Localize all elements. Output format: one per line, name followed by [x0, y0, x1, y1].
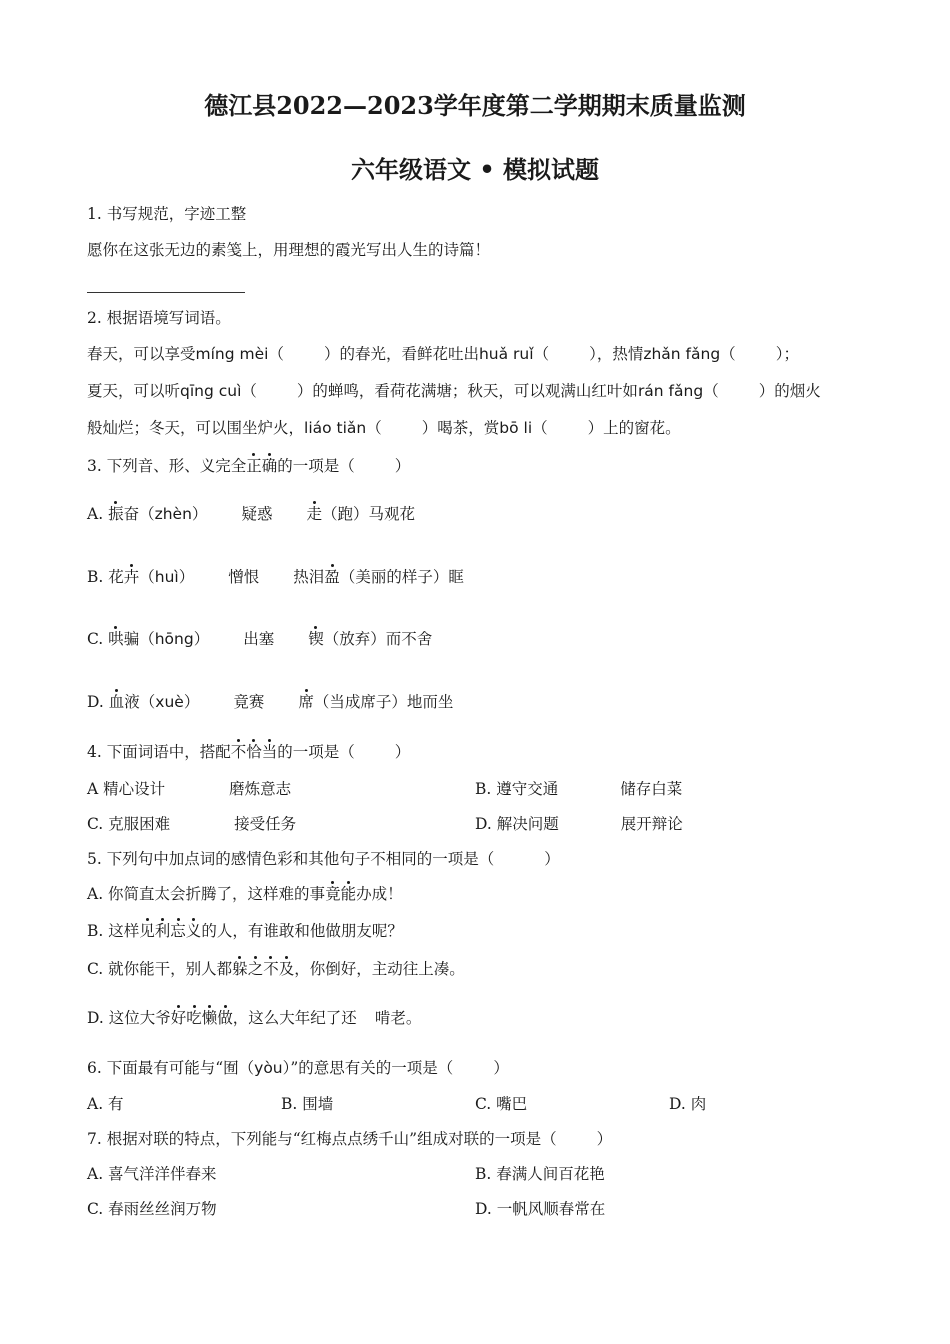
question-2-line-2: 夏天，可以听qīng cuì（ ）的蝉鸣，看荷花满塘；秋天，可以观满山红叶如rán fǎng（ ）的烟火 [87, 382, 821, 400]
option-3a[interactable]: A. 振奋（zhèn） 疑惑 走（跑）马观花 [87, 505, 415, 523]
option-7a[interactable]: A. 喜气洋洋伴春来 [87, 1165, 217, 1183]
option-4b[interactable]: B. 遵守交通 储存白菜 [475, 780, 683, 798]
question-1-text: 愿你在这张无边的素笺上，用理想的霞光写出人生的诗篇！ [87, 241, 491, 259]
question-5-stem: 5. 下列句中加点词的感情色彩和其他句子不相同的一项是（ ） [87, 850, 560, 868]
option-7d[interactable]: D. 一帆风顺春常在 [475, 1200, 606, 1218]
pinyin: liáo tiǎn [304, 419, 367, 437]
question-4-stem: 4. 下面词语中，搭配不恰当的一项是（ ） [87, 743, 411, 761]
option-5a[interactable]: A. 你简直太会折腾了，这样难的事竟能办成！ [87, 885, 403, 903]
option-3b[interactable]: B. 花卉（huì） 憎恨 热泪盈（美丽的样子）眶 [87, 568, 464, 586]
question-2-line-1: 春天，可以享受míng mèi（ ）的春光，看鲜花吐出huǎ ruǐ（ ），热情zhǎn fǎng（ ）； [87, 345, 799, 363]
option-7c[interactable]: C. 春雨丝丝润万物 [87, 1200, 217, 1218]
option-4a[interactable]: A 精心设计 磨炼意志 [87, 780, 292, 798]
page-subtitle: 六年级语文 • 模拟试题 [350, 155, 600, 184]
question-7-stem: 7. 根据对联的特点，下列能与“红梅点点绣千山”组成对联的一项是（ ） [87, 1130, 613, 1148]
option-6c[interactable]: C. 嘴巴 [475, 1095, 528, 1113]
question-6-stem: 6. 下面最有可能与“囿（yòu）”的意思有关的一项是（ ） [87, 1059, 509, 1077]
answer-line [87, 292, 245, 293]
option-3c[interactable]: C. 哄骗（hōng） 出塞 锲（放弃）而不舍 [87, 630, 433, 648]
option-4c[interactable]: C. 克服困难 接受任务 [87, 815, 297, 833]
question-2-stem: 2. 根据语境写词语。 [87, 309, 231, 327]
option-5d[interactable]: D. 这位大爷好吃懒做，这么大年纪了还 啃老。 [87, 1009, 422, 1027]
pinyin: zhǎn fǎng [643, 345, 721, 363]
option-4d[interactable]: D. 解决问题 展开辩论 [475, 815, 683, 833]
option-6a[interactable]: A. 有 [87, 1095, 124, 1113]
question-3-stem: 3. 下列音、形、义完全正确的一项是（ ） [87, 457, 411, 475]
pinyin: rán fǎng [637, 382, 704, 400]
option-6d[interactable]: D. 肉 [669, 1095, 707, 1113]
option-7b[interactable]: B. 春满人间百花艳 [475, 1165, 605, 1183]
option-5c[interactable]: C. 就你能干，别人都躲之不及，你倒好，主动往上凑。 [87, 960, 465, 978]
question-1-stem: 1. 书写规范，字迹工整 [87, 205, 247, 223]
option-3d[interactable]: D. 血液（xuè） 竟赛 席（当成席子）地而坐 [87, 693, 454, 711]
page-title: 德江县2022—2023学年度第二学期期末质量监测 [204, 91, 746, 120]
pinyin: qīng cuì [180, 382, 242, 400]
option-5b[interactable]: B. 这样见利忘义的人，有谁敢和他做朋友呢？ [87, 922, 403, 940]
pinyin: míng mèi [195, 345, 269, 363]
question-2-line-3: 般灿烂；冬天，可以围坐炉火，liáo tiǎn（ ）喝茶，赏bō li（ ）上的窗花。 [87, 419, 681, 437]
pinyin: huǎ ruǐ [478, 345, 534, 363]
pinyin: bō li [499, 419, 533, 437]
option-6b[interactable]: B. 围墙 [281, 1095, 334, 1113]
